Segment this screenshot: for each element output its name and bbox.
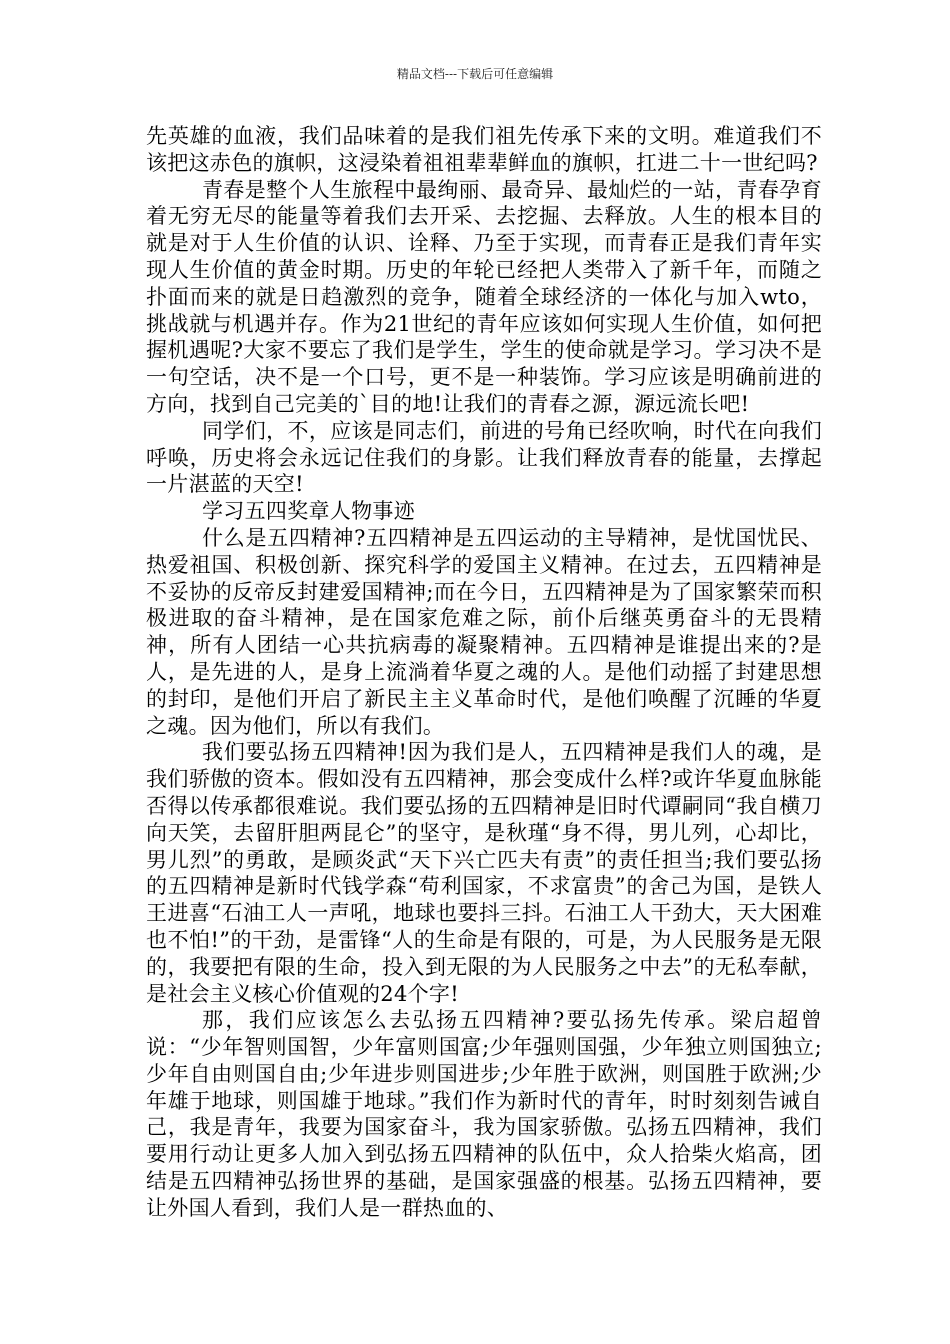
paragraph-2: 青春是整个人生旅程中最绚丽、最奇异、最灿烂的一站，青春孕育着无穷无尽的能量等着我们去开采、去挖掘、去释放。人生的根本目的就是对于人生价值的认识、诠释、乃至于实现，而青春正是我们青年实现人生价值的黄金时期。历史的年轮已经把人类带入了新千年，而随之扑面而来的就是日趋激烈的竞争，随着全球经济的一体化与加入wto，挑战就与机遇并存。作为21世纪的青年应该如何实现人生价值，如何把握机遇呢?大家不要忘了我们是学生，学生的使命就是学习。学习决不是一句空话，决不是一个口号，更不是一种装饰。学习应该是明确前进的方向，找到自己完美的`目的地!让我们的青春之源，源远流长吧! (146, 177, 822, 416)
paragraph-5: 我们要弘扬五四精神!因为我们是人，五四精神是我们人的魂，是我们骄傲的资本。假如没有五四精神，那会变成什么样?或许华夏血脉能否得以传承都很难说。我们要弘扬的五四精神是旧时代谭嗣同“我自横刀向天笑，去留肝胆两昆仑”的坚守，是秋瑾“身不得，男儿列，心却比，男儿烈”的勇敢，是顾炎武“天下兴亡匹夫有责”的责任担当;我们要弘扬的五四精神是新时代钱学森“苟利国家，不求富贵”的舍己为国，是铁人王进喜“石油工人一声吼，地球也要抖三抖。石油工人干劲大，天大困难也不怕!”的干劲，是雷锋“人的生命是有限的，可是，为人民服务是无限的，我要把有限的生命，投入到无限的为人民服务之中去”的无私奉献，是社会主义核心价值观的24个字! (146, 740, 822, 1006)
paragraph-1: 先英雄的血液，我们品味着的是我们祖先传承下来的文明。难道我们不该把这赤色的旗帜，这浸染着祖祖辈辈鲜血的旗帜，扛进二十一世纪吗? (146, 124, 822, 175)
document-body (146, 123, 822, 1222)
paragraph-4: 什么是五四精神?五四精神是五四运动的主导精神，是忧国忧民、热爱祖国、积极创新、探究科学的爱国主义精神。在过去，五四精神是不妥协的反帝反封建爱国精神;而在今日，五四精神是为了国家繁荣而积极进取的奋斗精神，是在国家危难之际，前仆后继英勇奋斗的无畏精神，所有人团结一心共抗病毒的凝聚精神。五四精神是谁提出来的?是人，是先进的人，是身上流淌着华夏之魂的人。是他们动摇了封建思想的封印，是他们开启了新民主主义革命时代，是他们唤醒了沉睡的华夏之魂。因为他们，所以有我们。 (146, 525, 822, 738)
paragraph-3: 同学们，不，应该是同志们，前进的号角已经吹响，时代在向我们呼唤，历史将会永远记住我们的身影。让我们释放青春的能量，去撑起一片湛蓝的天空! (146, 418, 822, 497)
section-title: 学习五四奖章人物事迹 (202, 499, 415, 524)
paragraph-6: 那，我们应该怎么去弘扬五四精神?要弘扬先传承。梁启超曾说：“少年智则国智，少年富则国富;少年强则国强，少年独立则国独立;少年自由则国自由;少年进步则国进步;少年胜于欧洲，则国胜于欧洲;少年雄于地球，则国雄于地球。”我们作为新时代的青年，时时刻刻告诫自己，我是青年，我要为国家奋斗，我为国家骄傲。弘扬五四精神，我们要用行动让更多人加入到弘扬五四精神的队伍中，众人拾柴火焰高，团结是五四精神弘扬世界的基础，是国家强盛的根基。弘扬五四精神，要让外国人看到，我们人是一群热血的、 (146, 1008, 822, 1220)
page-header: 精品文档---下载后可任意编辑 (396, 67, 554, 81)
